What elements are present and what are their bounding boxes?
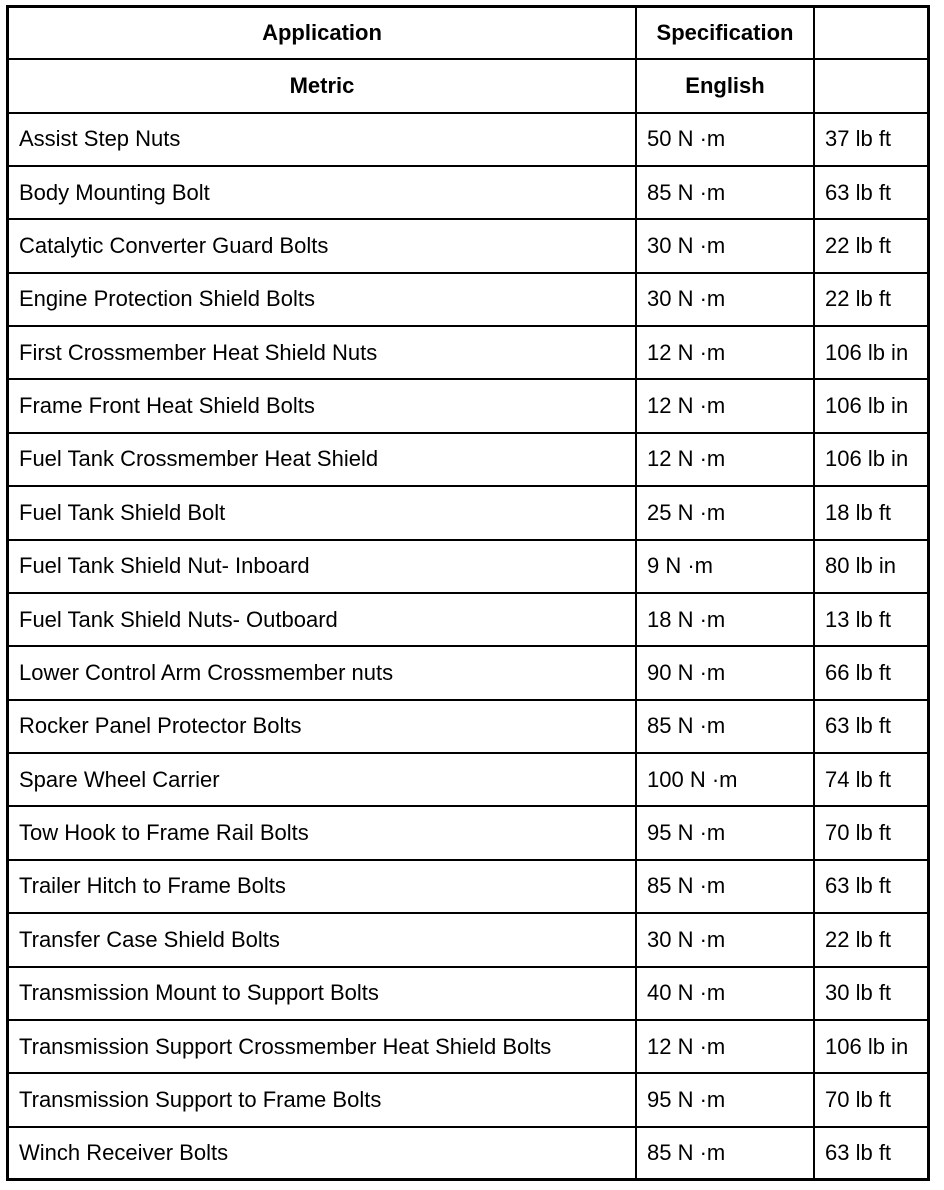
application-cell: Fuel Tank Shield Nut- Inboard: [9, 540, 636, 593]
application-cell: Transmission Support Crossmember Heat Shield Bolts: [9, 1020, 636, 1073]
english-value-cell: 30 lb ft: [814, 967, 927, 1020]
application-cell: Catalytic Converter Guard Bolts: [9, 219, 636, 272]
header-row-primary: [9, 8, 927, 59]
english-value-cell: 22 lb ft: [814, 273, 927, 326]
metric-value-cell: 50 N ·m: [636, 113, 814, 166]
application-cell: Assist Step Nuts: [9, 113, 636, 166]
metric-value-cell: 85 N ·m: [636, 700, 814, 753]
table-row: [9, 486, 927, 539]
english-value-cell: 63 lb ft: [814, 860, 927, 913]
table-row: [9, 593, 927, 646]
application-cell: Transmission Support to Frame Bolts: [9, 1073, 636, 1126]
table-row: [9, 1020, 927, 1073]
table-row: [9, 113, 927, 166]
table-row: [9, 913, 927, 966]
metric-value-cell: 12 N ·m: [636, 379, 814, 432]
metric-value-cell: 40 N ·m: [636, 967, 814, 1020]
table-row: [9, 967, 927, 1020]
table-body: [9, 8, 927, 1178]
header-blank: [814, 8, 927, 59]
table-row: [9, 326, 927, 379]
english-value-cell: 106 lb in: [814, 326, 927, 379]
english-value-cell: 106 lb in: [814, 1020, 927, 1073]
metric-value-cell: 18 N ·m: [636, 593, 814, 646]
english-value-cell: 80 lb in: [814, 540, 927, 593]
application-cell: First Crossmember Heat Shield Nuts: [9, 326, 636, 379]
table-row: [9, 753, 927, 806]
application-cell: Transmission Mount to Support Bolts: [9, 967, 636, 1020]
english-value-cell: 106 lb in: [814, 433, 927, 486]
metric-value-cell: 30 N ·m: [636, 273, 814, 326]
table-row: [9, 1127, 927, 1178]
english-value-cell: 13 lb ft: [814, 593, 927, 646]
table-row: [9, 540, 927, 593]
metric-value-cell: 95 N ·m: [636, 806, 814, 859]
english-value-cell: 70 lb ft: [814, 806, 927, 859]
metric-value-cell: 85 N ·m: [636, 860, 814, 913]
table-row: [9, 806, 927, 859]
metric-value-cell: 12 N ·m: [636, 433, 814, 486]
application-cell: Trailer Hitch to Frame Bolts: [9, 860, 636, 913]
metric-value-cell: 95 N ·m: [636, 1073, 814, 1126]
english-value-cell: 22 lb ft: [814, 219, 927, 272]
application-cell: Body Mounting Bolt: [9, 166, 636, 219]
metric-value-cell: 12 N ·m: [636, 1020, 814, 1073]
header-row-units: [9, 59, 927, 112]
english-value-cell: 70 lb ft: [814, 1073, 927, 1126]
english-value-cell: 63 lb ft: [814, 166, 927, 219]
metric-value-cell: 30 N ·m: [636, 913, 814, 966]
metric-value-cell: 100 N ·m: [636, 753, 814, 806]
english-value-cell: 63 lb ft: [814, 1127, 927, 1178]
english-value-cell: 18 lb ft: [814, 486, 927, 539]
application-cell: Fuel Tank Shield Nuts- Outboard: [9, 593, 636, 646]
table-row: [9, 1073, 927, 1126]
header-blank-units: [814, 59, 927, 112]
metric-value-cell: 9 N ·m: [636, 540, 814, 593]
application-cell: Transfer Case Shield Bolts: [9, 913, 636, 966]
english-value-cell: 37 lb ft: [814, 113, 927, 166]
metric-value-cell: 30 N ·m: [636, 219, 814, 272]
table-row: [9, 646, 927, 699]
application-cell: Fuel Tank Crossmember Heat Shield: [9, 433, 636, 486]
metric-value-cell: 25 N ·m: [636, 486, 814, 539]
table-row: [9, 219, 927, 272]
application-cell: Rocker Panel Protector Bolts: [9, 700, 636, 753]
table-row: [9, 860, 927, 913]
metric-value-cell: 85 N ·m: [636, 166, 814, 219]
metric-value-cell: 85 N ·m: [636, 1127, 814, 1178]
application-cell: Engine Protection Shield Bolts: [9, 273, 636, 326]
english-value-cell: 74 lb ft: [814, 753, 927, 806]
table-row: [9, 379, 927, 432]
application-cell: Winch Receiver Bolts: [9, 1127, 636, 1178]
english-value-cell: 22 lb ft: [814, 913, 927, 966]
table-row: [9, 700, 927, 753]
header-application: Application: [9, 8, 636, 59]
application-cell: Tow Hook to Frame Rail Bolts: [9, 806, 636, 859]
english-value-cell: 66 lb ft: [814, 646, 927, 699]
specification-table-frame: [6, 5, 930, 1181]
application-cell: Frame Front Heat Shield Bolts: [9, 379, 636, 432]
metric-value-cell: 90 N ·m: [636, 646, 814, 699]
application-cell: Fuel Tank Shield Bolt: [9, 486, 636, 539]
english-value-cell: 106 lb in: [814, 379, 927, 432]
fastener-specification-table: [9, 8, 927, 1178]
table-row: [9, 273, 927, 326]
header-specification: Specification: [636, 8, 814, 59]
metric-value-cell: 12 N ·m: [636, 326, 814, 379]
table-row: [9, 166, 927, 219]
english-value-cell: 63 lb ft: [814, 700, 927, 753]
application-cell: Lower Control Arm Crossmember nuts: [9, 646, 636, 699]
application-cell: Spare Wheel Carrier: [9, 753, 636, 806]
header-english: English: [636, 59, 814, 112]
table-row: [9, 433, 927, 486]
header-metric: Metric: [9, 59, 636, 112]
